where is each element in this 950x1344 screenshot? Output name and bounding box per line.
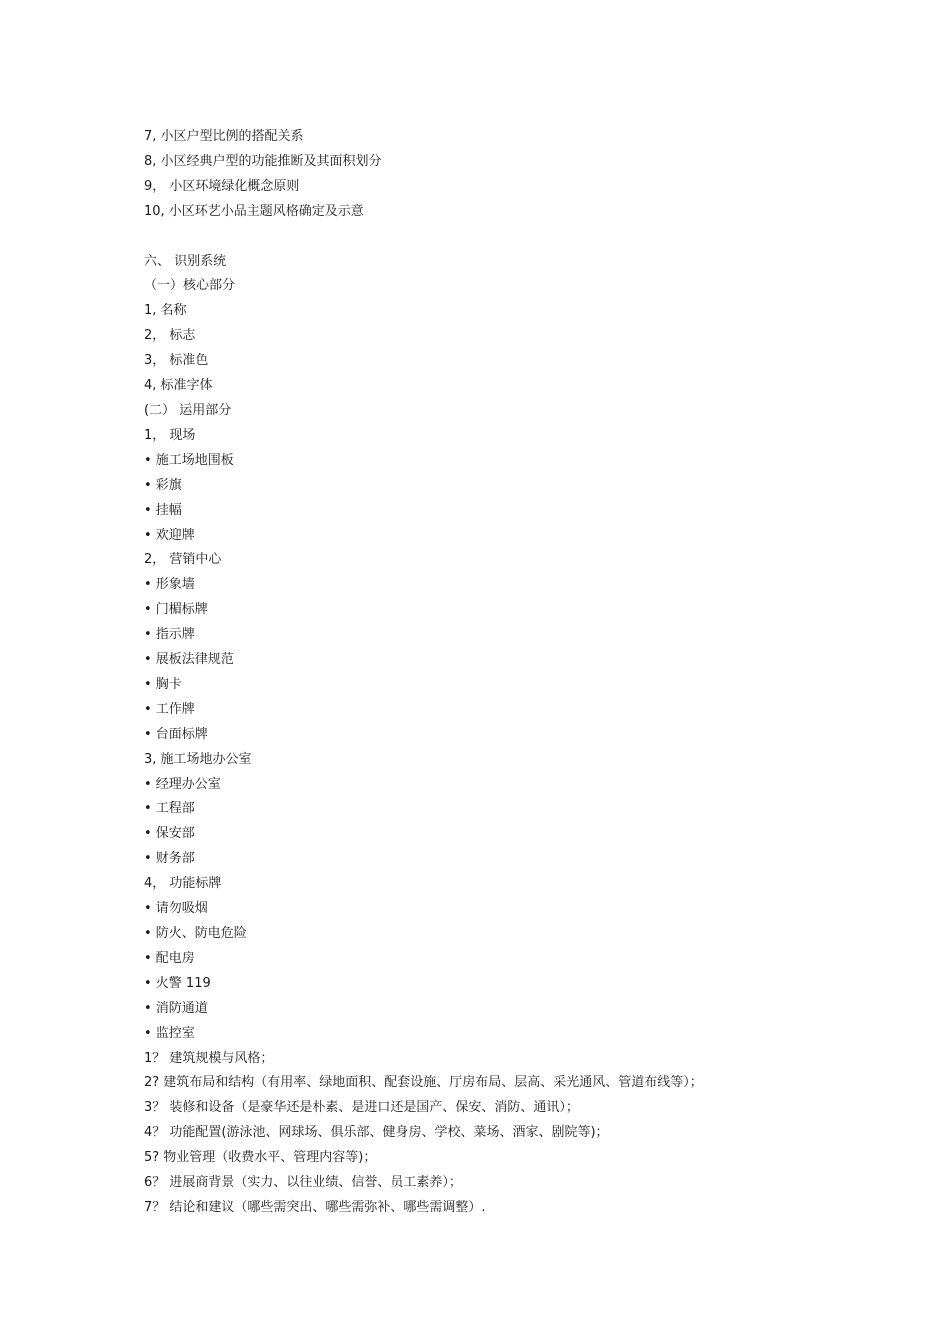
bullet-item: • 保安部 — [144, 826, 195, 842]
document-body — [144, 125, 844, 1221]
bullet-item: • 火警 119 — [144, 975, 211, 991]
subsection-heading: (二） 运用部分 — [144, 402, 232, 418]
subsection-heading: （一）核心部分 — [144, 278, 236, 294]
list-item: 3， 标准色 — [144, 353, 209, 369]
bullet-item: • 展板法律规范 — [144, 652, 234, 668]
numbered-item: 7？ 结论和建议（哪些需突出、哪些需弥补、哪些需调整）. — [144, 1199, 486, 1215]
numbered-item: 2? 建筑布局和结构（有用率、绿地面积、配套设施、厅房布局、层高、采光通风、管道布线等）； — [144, 1075, 703, 1091]
list-item: 1, 名称 — [144, 303, 187, 319]
bullet-item: • 门楣标牌 — [144, 602, 208, 618]
bullet-item: • 经理办公室 — [144, 776, 221, 792]
bullet-item: • 工作牌 — [144, 701, 195, 717]
bullet-item: • 施工场地围板 — [144, 452, 234, 468]
bullet-item: • 形象墙 — [144, 577, 195, 593]
group-heading: 2， 营销中心 — [144, 552, 222, 568]
bullet-item: • 挂幅 — [144, 502, 182, 518]
list-item: 10, 小区环艺小品主题风格确定及示意 — [144, 203, 364, 219]
bullet-item: • 彩旗 — [144, 477, 182, 493]
list-item: 9， 小区环境绿化概念原则 — [144, 178, 300, 194]
bullet-item: • 工程部 — [144, 801, 195, 817]
numbered-item: 1？ 建筑规模与风格； — [144, 1050, 274, 1066]
bullet-item: • 请勿吸烟 — [144, 901, 208, 917]
paragraph-spacer — [144, 225, 844, 250]
bullet-item: • 指示牌 — [144, 627, 195, 643]
list-item: 2， 标志 — [144, 328, 196, 344]
bullet-item: • 监控室 — [144, 1025, 195, 1041]
bullet-item: • 台面标牌 — [144, 726, 208, 742]
numbered-item: 4？ 功能配置(游泳池、网球场、俱乐部、健身房、学校、菜场、酒家、剧院等)； — [144, 1125, 609, 1141]
bullet-item: • 配电房 — [144, 950, 195, 966]
bullet-item: • 消防通道 — [144, 1000, 208, 1016]
group-heading: 4， 功能标牌 — [144, 876, 222, 892]
list-item: 8, 小区经典户型的功能推断及其面积划分 — [144, 153, 382, 169]
numbered-item: 3？ 装修和设备（是豪华还是朴素、是进口还是国产、保安、消防、通讯）； — [144, 1100, 579, 1116]
bullet-item: • 胸卡 — [144, 676, 182, 692]
group-heading: 1， 现场 — [144, 427, 196, 443]
bullet-item: • 防火、防电危险 — [144, 926, 247, 941]
section-heading: 六、 识别系统 — [144, 253, 227, 269]
bullet-item: • 欢迎牌 — [144, 527, 195, 543]
list-item: 7, 小区户型比例的搭配关系 — [144, 129, 304, 144]
list-item: 4, 标准字体 — [144, 378, 213, 394]
numbered-item: 5? 物业管理（收费水平、管理内容等)； — [144, 1150, 377, 1166]
group-heading: 3, 施工场地办公室 — [144, 751, 252, 767]
numbered-item: 6？ 进展商背景（实力、以往业绩、信誉、员工素养）； — [144, 1175, 462, 1191]
bullet-item: • 财务部 — [144, 851, 195, 867]
